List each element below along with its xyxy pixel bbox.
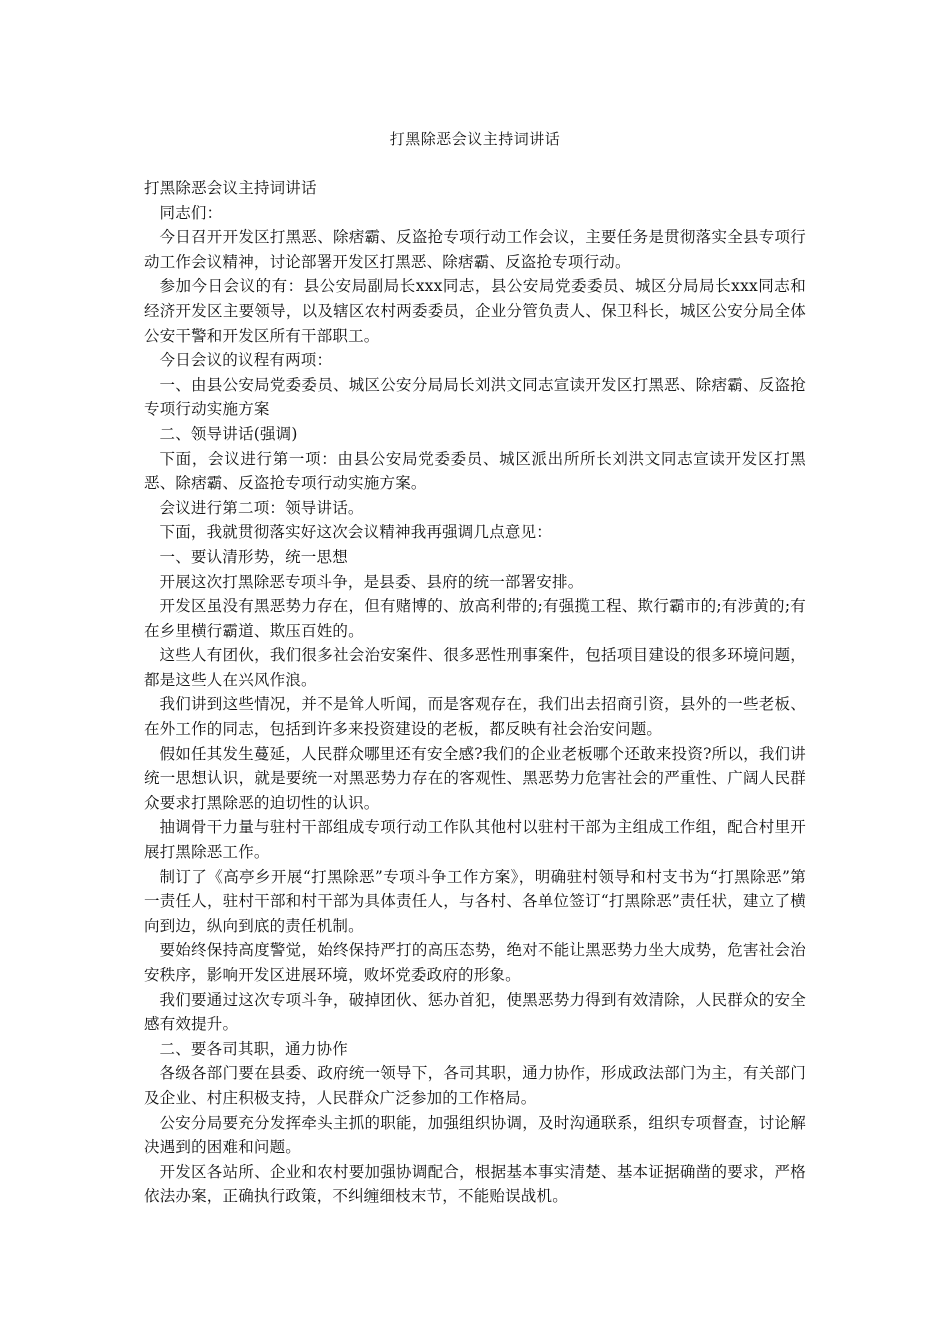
document-title: 打黑除恶会议主持词讲话 <box>389 130 561 148</box>
body-paragraph: 各级各部门要在县委、政府统一领导下，各司其职，通力协作，形成政法部门为主，有关部门及企业、村庄积极支持，人民群众广泛参加的工作格局。 <box>144 1064 806 1107</box>
body-paragraph: 同志们： <box>159 203 223 222</box>
body-paragraph: 开发区各站所、企业和农村要加强协调配合，根据基本事实清楚、基本证据确凿的要求，严格依法办案，正确执行政策，不纠缠细枝末节，不能贻误战机。 <box>144 1162 806 1206</box>
body-paragraph: 今日召开开发区打黑恶、除痞霸、反盗抢专项行动工作会议，主要任务是贯彻落实全县专项行动工作会议精神，讨论部署开发区打黑恶、除痞霸、反盗抢专项行动。 <box>144 228 806 271</box>
body-paragraph: 参加今日会议的有：县公安局副局长xxx同志，县公安局党委委员、城区分局局长xxx同志和经济开发区主要领导，以及辖区农村两委委员，企业分管负责人、保卫科长，城区公安分局全体公安干警和开发区所有干部职工。 <box>144 277 806 345</box>
body-paragraph: 制订了《高亭乡开展“打黑除恶”专项斗争工作方案》，明确驻村领导和村支书为“打黑除恶”第一责任人，驻村干部和村干部为具体责任人，与各村、各单位签订“打黑除恶”责任状，建立了横向到边，纵向到底的责任机制。 <box>144 867 806 935</box>
body-paragraph: 我们讲到这些情况，并不是耸人听闻，而是客观存在，我们出去招商引资，县外的一些老板、在外工作的同志，包括到许多来投资建设的老板，都反映有社会治安问题。 <box>144 695 806 739</box>
body-paragraph: 开展这次打黑除恶专项斗争，是县委、县府的统一部署安排。 <box>159 572 584 591</box>
body-paragraph: 二、要各司其职，通力协作 <box>159 1039 348 1058</box>
body-paragraph: 会议进行第二项：领导讲话。 <box>159 498 364 517</box>
body-paragraph: 抽调骨干力量与驻村干部组成专项行动工作队其他村以驻村干部为主组成工作组，配合村里开展打黑除恶工作。 <box>144 818 806 862</box>
document-subtitle: 打黑除恶会议主持词讲话 <box>144 179 317 197</box>
body-paragraph: 下面，我就贯彻落实好这次会议精神我再强调几点意见： <box>159 523 553 542</box>
body-paragraph: 一、由县公安局党委委员、城区公安分局局长刘洪文同志宣读开发区打黑恶、除痞霸、反盗抢专项行动实施方案 <box>144 375 806 419</box>
body-paragraph: 我们要通过这次专项斗争，破掉团伙、惩办首犯，使黑恶势力得到有效清除，人民群众的安全感有效提升。 <box>144 990 806 1034</box>
body-paragraph: 这些人有团伙，我们很多社会治安案件、很多恶性刑事案件，包括项目建设的很多环境问题，都是这些人在兴风作浪。 <box>144 646 806 689</box>
body-paragraph: 要始终保持高度警觉，始终保持严打的高压态势，绝对不能让黑恶势力坐大成势，危害社会治安秩序，影响开发区进展环境，败坏党委政府的形象。 <box>144 941 806 984</box>
body-paragraph: 一、要认清形势，统一思想 <box>159 547 348 566</box>
body-paragraph: 开发区虽没有黑恶势力存在，但有赌博的、放高利带的;有强揽工程、欺行霸市的;有涉黄的;有在乡里横行霸道、欺压百姓的。 <box>144 597 806 640</box>
body-paragraph: 今日会议的议程有两项： <box>159 351 333 370</box>
document-body <box>144 176 806 1209</box>
body-paragraph: 二、领导讲话(强调) <box>159 424 298 443</box>
body-paragraph: 公安分局要充分发挥牵头主抓的职能，加强组织协调，及时沟通联系，组织专项督查，讨论解决遇到的困难和问题。 <box>144 1113 806 1157</box>
body-paragraph: 假如任其发生蔓延，人民群众哪里还有安全感?我们的企业老板哪个还敢来投资?所以，我们讲统一思想认识，就是要统一对黑恶势力存在的客观性、黑恶势力危害社会的严重性、广阔人民群众要求打黑除恶的迫切性的认识。 <box>144 744 806 812</box>
body-paragraph: 下面，会议进行第一项：由县公安局党委委员、城区派出所所长刘洪文同志宣读开发区打黑恶、除痞霸、反盗抢专项行动实施方案。 <box>144 449 806 493</box>
